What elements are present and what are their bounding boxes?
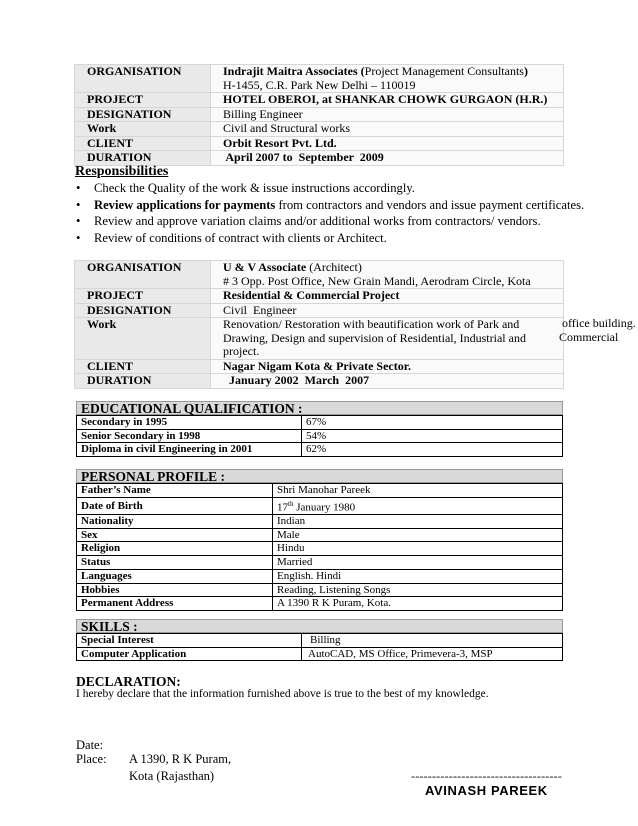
personal-value: A 1390 R K Puram, Kota. <box>273 597 563 611</box>
personal-table <box>76 483 563 611</box>
bullet-icon: • <box>76 197 81 212</box>
personal-key: Father’s Name <box>77 484 273 498</box>
personal-value: 17th January 1980 <box>273 497 563 514</box>
table-row <box>77 443 563 457</box>
personal-value: Reading, Listening Songs <box>273 583 563 597</box>
personal-key: Permanent Address <box>77 597 273 611</box>
list-item: • Review and approve variation claims and/or additional works from contractors/ vendors. <box>76 214 541 229</box>
table-row <box>75 374 564 389</box>
personal-value: Hindu <box>273 542 563 556</box>
job2-table <box>74 260 564 389</box>
skills-value: Billing <box>302 634 563 648</box>
job1-project-key: PROJECT <box>75 93 211 108</box>
declaration-heading: DECLARATION: <box>76 674 181 689</box>
personal-value: English. Hindi <box>273 569 563 583</box>
education-value: 54% <box>302 429 563 443</box>
responsibilities-list <box>74 180 584 246</box>
skills-key: Special Interest <box>77 634 302 648</box>
skills-table <box>76 633 563 661</box>
personal-key: Nationality <box>77 515 273 529</box>
bullet-icon: • <box>76 214 81 229</box>
job1-designation-value: Billing Engineer <box>211 107 564 122</box>
table-row <box>75 289 564 304</box>
job1-org-key: ORGANISATION <box>75 65 211 93</box>
job2-designation-value: Civil Engineer <box>211 303 564 318</box>
education-key: Secondary in 1995 <box>77 416 302 430</box>
skills-value: AutoCAD, MS Office, Primevera-3, MSP <box>302 647 563 661</box>
personal-key: Hobbies <box>77 583 273 597</box>
table-row <box>75 107 564 122</box>
table-row <box>75 136 564 151</box>
job2-duration-value: January 2002 March 2007 <box>211 374 564 389</box>
table-row <box>77 556 563 570</box>
table-row <box>75 122 564 137</box>
table-row <box>77 542 563 556</box>
skills-heading: SKILLS : <box>76 619 563 633</box>
responsibilities-heading: Responsibilities <box>75 164 169 179</box>
table-row <box>77 484 563 498</box>
bullet-icon: • <box>76 230 81 245</box>
place-line-2: Kota (Rajasthan) <box>129 769 215 783</box>
job2-work-key: Work <box>75 318 211 360</box>
bullet-icon: • <box>76 181 81 195</box>
table-row <box>77 515 563 529</box>
personal-value: Male <box>273 528 563 542</box>
skills-key: Computer Application <box>77 647 302 661</box>
table-row <box>75 261 564 289</box>
table-row <box>75 359 564 374</box>
education-value: 67% <box>302 416 563 430</box>
personal-value: Indian <box>273 515 563 529</box>
table-row <box>77 429 563 443</box>
education-key: Senior Secondary in 1998 <box>77 429 302 443</box>
job1-duration-key: DURATION <box>75 151 211 166</box>
table-row <box>75 318 564 360</box>
personal-value: Married <box>273 556 563 570</box>
table-row <box>75 65 564 93</box>
job2-duration-key: DURATION <box>75 374 211 389</box>
table-row <box>77 569 563 583</box>
education-key: Diploma in civil Engineering in 2001 <box>77 443 302 457</box>
job1-client-key: CLIENT <box>75 136 211 151</box>
table-row <box>77 647 563 661</box>
table-row <box>77 497 563 514</box>
list-item: • Review of conditions of contract with clients or Architect. <box>76 230 387 245</box>
signature-line: ------------------------------------ <box>411 769 563 783</box>
table-row <box>77 416 563 430</box>
table-row <box>77 528 563 542</box>
job2-client-value: Nagar Nigam Kota & Private Sector. <box>211 359 564 374</box>
job1-table <box>74 64 564 166</box>
job1-duration-value: April 2007 to September 2009 <box>211 151 564 166</box>
place-line-1: A 1390, R K Puram, <box>129 752 232 766</box>
table-row <box>75 93 564 108</box>
job2-client-key: CLIENT <box>75 359 211 374</box>
job2-designation-key: DESIGNATION <box>75 303 211 318</box>
personal-key: Languages <box>77 569 273 583</box>
job2-org-value: U & V Associate (Architect) # 3 Opp. Post Office, New Grain Mandi, Aerodram Circle, Kota <box>211 261 564 289</box>
personal-key: Date of Birth <box>77 497 273 514</box>
job1-org-value: Indrajit Maitra Associates (Project Management Consultants) H-1455, C.R. Park New Delhi – 110019 <box>211 65 564 93</box>
job2-project-key: PROJECT <box>75 289 211 304</box>
personal-heading: PERSONAL PROFILE : <box>76 469 563 483</box>
job1-work-key: Work <box>75 122 211 137</box>
personal-value: Shri Manohar Pareek <box>273 484 563 498</box>
work-overflow-text-2: Commercial <box>559 330 619 344</box>
table-row <box>75 303 564 318</box>
personal-key: Sex <box>77 528 273 542</box>
declaration-text: I hereby declare that the information furnished above is true to the best of my knowledge. <box>76 688 489 700</box>
education-value: 62% <box>302 443 563 457</box>
work-overflow-text-1: office building. <box>562 316 636 330</box>
education-heading: EDUCATIONAL QUALIFICATION : <box>76 401 563 415</box>
list-item: • Review applications for payments from contractors and vendors and issue payment certificates. <box>76 197 585 212</box>
job2-org-key: ORGANISATION <box>75 261 211 289</box>
personal-key: Status <box>77 556 273 570</box>
job2-project-value: Residential & Commercial Project <box>211 289 564 304</box>
job1-project-value: HOTEL OBEROI, at SHANKAR CHOWK GURGAON (H.R.) <box>211 93 564 108</box>
education-table <box>76 415 563 457</box>
table-row <box>77 583 563 597</box>
job1-client-value: Orbit Resort Pvt. Ltd. <box>211 136 564 151</box>
list-item: • Check the Quality of the work & issue instructions accordingly. <box>76 181 415 195</box>
job1-work-value: Civil and Structural works <box>211 122 564 137</box>
job2-work-value: Renovation/ Restoration with beautification work of Park and Drawing, Design and supervision of Residential, Industrial and project. <box>211 318 564 360</box>
table-row <box>77 634 563 648</box>
signature-name: AVINASH PAREEK <box>425 783 548 798</box>
job1-designation-key: DESIGNATION <box>75 107 211 122</box>
personal-key: Religion <box>77 542 273 556</box>
date-label: Date: <box>76 738 104 752</box>
table-row <box>75 151 564 166</box>
place-label: Place: <box>76 752 107 766</box>
table-row <box>77 597 563 611</box>
